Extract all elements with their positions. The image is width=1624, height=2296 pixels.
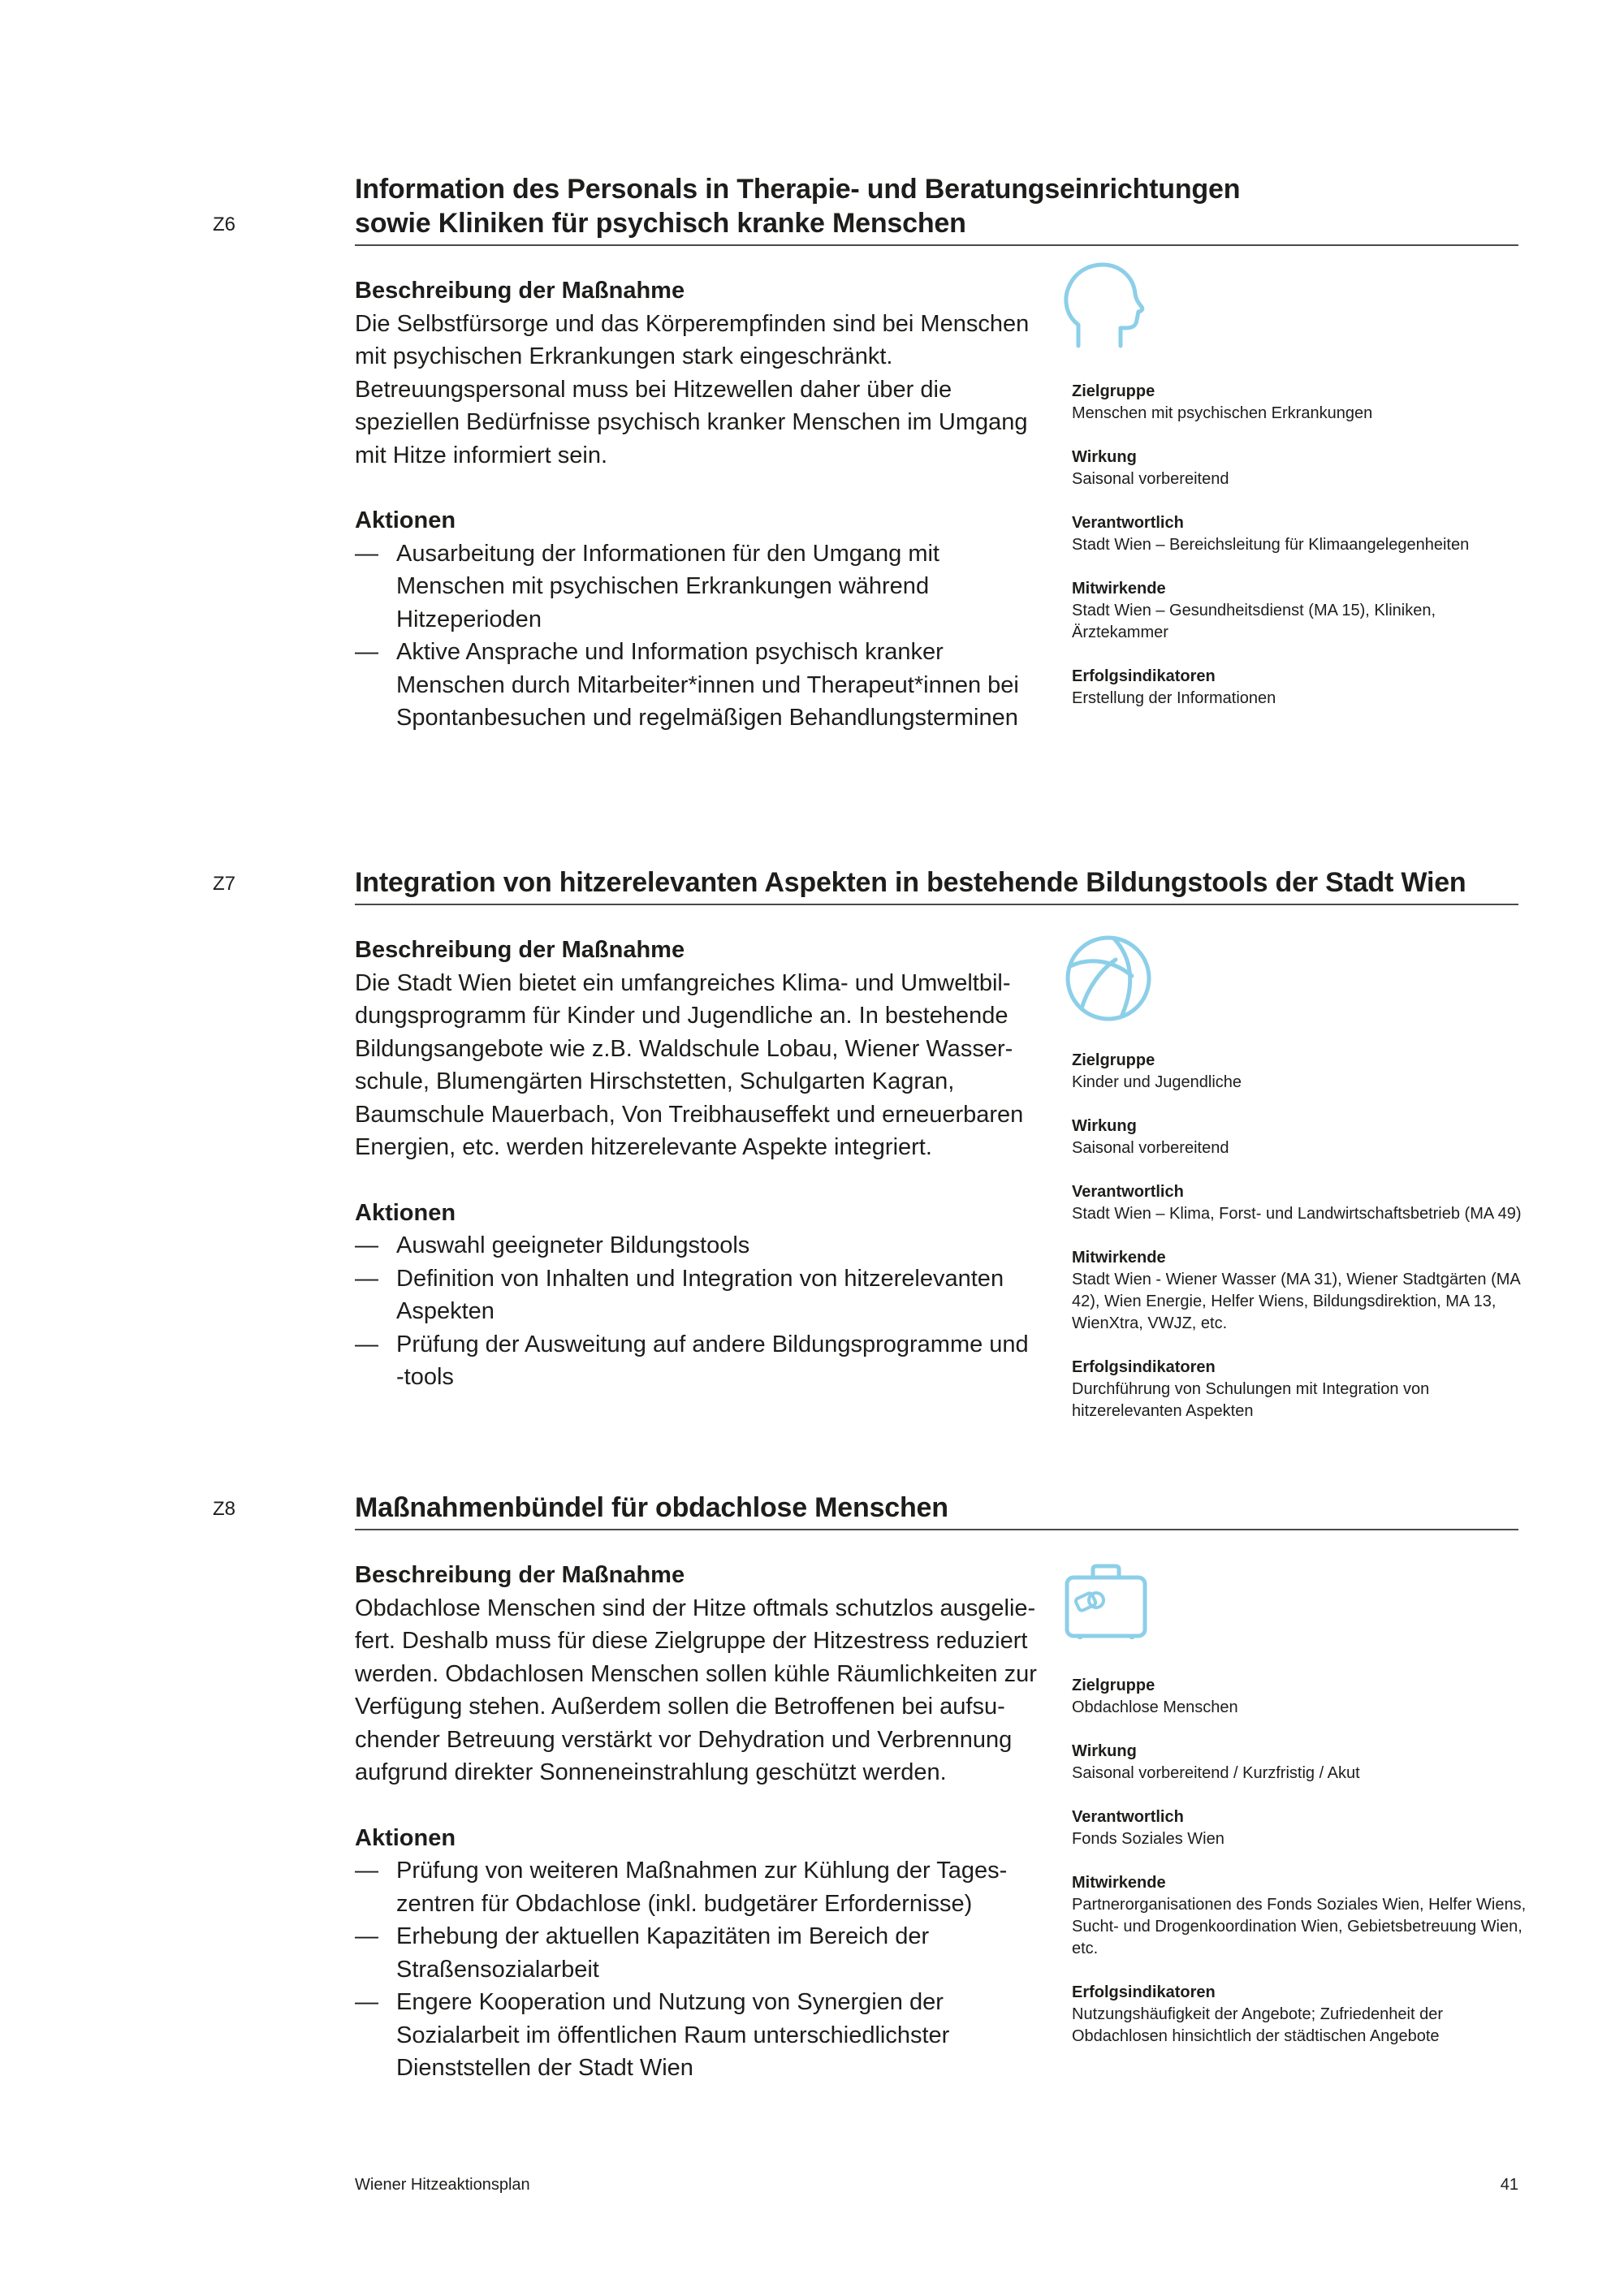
meta-label: Verantwortlich (1072, 1183, 1184, 1201)
dash-marker: — (355, 1923, 378, 1949)
meta-value: Durchführung von Schulungen mit Integration von hitzerelevanten Aspekten (1072, 1380, 1430, 1420)
dash-marker: — (355, 1989, 378, 2015)
meta-label: Zielgruppe (1072, 1051, 1155, 1069)
measure-title-line: Integration von hitzerelevanten Aspekten in bestehende Bildungstools der Stadt Wien (355, 867, 1466, 898)
meta-value: Nutzungshäufigkeit der Angebote; Zufriedenheit der Obdachlosen hinsichtlich der städtischen Angebote (1072, 2005, 1443, 2045)
meta-value: Saisonal vorbereitend (1072, 1139, 1229, 1157)
meta-label: Wirkung (1072, 1742, 1137, 1760)
meta-item (1072, 1357, 1527, 1422)
meta-item (1072, 1181, 1527, 1225)
meta-label: Zielgruppe (1072, 1677, 1155, 1694)
meta-value: Saisonal vorbereitend (1072, 470, 1229, 488)
meta-value: Stadt Wien – Gesundheitsdienst (MA 15), Kliniken, Ärztekammer (1072, 602, 1436, 641)
measure-code: Z6 (213, 214, 236, 235)
meta-item (1072, 1116, 1527, 1159)
head-icon (1064, 261, 1145, 351)
action-item: — Prüfung von weiteren Maßnahmen zur Kühlung der Tageszentren für Obdachlose (inkl. budgetärer Erfordernisse) (355, 1854, 1037, 1920)
meta-label: Zielgruppe (1072, 382, 1155, 400)
meta-label: Erfolgsindikatoren (1072, 667, 1216, 685)
meta-item (1072, 1982, 1527, 2048)
meta-label: Verantwortlich (1072, 514, 1184, 532)
measure-meta (1072, 381, 1527, 732)
measure-title-line: Maßnahmenbündel für obdachlose Menschen (355, 1492, 948, 1523)
description-heading: Beschreibung der Maßnahme (355, 278, 685, 304)
meta-label: Verantwortlich (1072, 1808, 1184, 1826)
meta-value: Stadt Wien – Klima, Forst- und Landwirtschaftsbetrieb (MA 49) (1072, 1205, 1522, 1223)
dash-marker: — (355, 1331, 378, 1357)
page-number: 41 (1500, 2176, 1518, 2194)
meta-label: Erfolgsindikatoren (1072, 1358, 1216, 1376)
actions-heading: Aktionen (355, 507, 456, 533)
action-item: — Erhebung der aktuellen Kapazitäten im Bereich der Straßensozialarbeit (355, 1920, 1037, 1986)
measure-title-line: sowie Kliniken für psychisch kranke Menschen (355, 208, 966, 239)
meta-item (1072, 381, 1527, 425)
actions-list (355, 537, 1037, 735)
action-item: — Engere Kooperation und Nutzung von Synergien der Sozialarbeit im öffentlichen Raum unterschiedlichster Dienststellen der Stadt Wien (355, 1986, 1037, 2085)
meta-item (1072, 1050, 1527, 1094)
footer-document-title: Wiener Hitzeaktionsplan (355, 2176, 530, 2194)
meta-label: Mitwirkende (1072, 580, 1166, 598)
dash-marker: — (355, 1232, 378, 1258)
beach-ball-icon (1064, 934, 1153, 1023)
meta-item (1072, 512, 1527, 556)
measure-title (355, 172, 1240, 240)
meta-item (1072, 1675, 1527, 1719)
measure-title (355, 865, 1466, 900)
meta-value: Partnerorganisationen des Fonds Soziales Wien, Helfer Wiens, Sucht- und Drogenkoordination Wien, Gebietsbetreuung Wien, etc. (1072, 1896, 1527, 1957)
description-heading: Beschreibung der Maßnahme (355, 1562, 685, 1588)
measure-meta (1072, 1050, 1527, 1444)
measure-code: Z8 (213, 1498, 236, 1520)
measure-body (355, 1559, 1037, 2085)
meta-item (1072, 578, 1527, 644)
meta-label: Wirkung (1072, 1117, 1137, 1135)
meta-label: Erfolgsindikatoren (1072, 1983, 1216, 2001)
meta-label: Wirkung (1072, 448, 1137, 466)
measure-body (355, 274, 1037, 735)
description-text: Obdachlose Menschen sind der Hitze oftmals schutzlos ausgeliefert. Deshalb muss für diese Zielgruppe der Hitzestress reduziert werden. Obdachlosen Menschen sollen kühle Räumlichkeiten zur Verfügung stehen. Außerdem sollen die Betroffenen bei aufsuchender Betreuung verstärkt vor Dehydration und Verbrennung aufgrund direkter Sonneneinstrahlung geschützt werden. (355, 1595, 1037, 1785)
action-item: — Aktive Ansprache und Information psychisch kranker Menschen durch Mitarbeiter*innen und Therapeut*innen bei Spontanbesuchen und regelmäßigen Behandlungsterminen (355, 636, 1037, 735)
suitcase-icon (1064, 1563, 1148, 1641)
actions-list (355, 1854, 1037, 2085)
measure-title (355, 1491, 948, 1525)
meta-label: Mitwirkende (1072, 1874, 1166, 1892)
measure-meta (1072, 1675, 1527, 2069)
meta-value: Saisonal vorbereitend / Kurzfristig / Akut (1072, 1764, 1360, 1782)
meta-value: Fonds Soziales Wien (1072, 1830, 1224, 1848)
dash-marker: — (355, 1265, 378, 1292)
meta-item (1072, 666, 1527, 710)
dash-marker: — (355, 1858, 378, 1884)
measure-code: Z7 (213, 873, 236, 895)
section-divider (355, 904, 1518, 905)
meta-value: Stadt Wien – Bereichsleitung für Klimaangelegenheiten (1072, 536, 1470, 554)
actions-heading: Aktionen (355, 1199, 456, 1226)
meta-value: Stadt Wien - Wiener Wasser (MA 31), Wiener Stadtgärten (MA 42), Wien Energie, Helfer Wiens, Bildungsdirektion, MA 13, WienXtra, VWJZ, etc. (1072, 1271, 1520, 1332)
section-divider (355, 1529, 1518, 1530)
meta-value: Kinder und Jugendliche (1072, 1073, 1242, 1091)
description-heading: Beschreibung der Maßnahme (355, 937, 685, 963)
meta-value: Menschen mit psychischen Erkrankungen (1072, 404, 1373, 422)
description-text: Die Selbstfürsorge und das Körperempfinden sind bei Menschen mit psychischen Erkrankungen stark eingeschränkt. Betreuungspersonal muss bei Hitzewellen daher über die speziellen Bedürfnisse psychisch kranker Menschen im Umgang mit Hitze informiert sein. (355, 310, 1030, 468)
action-item: — Auswahl geeigneter Bildungstools (355, 1229, 1037, 1262)
action-item: — Definition von Inhalten und Integration von hitzerelevanten Aspekten (355, 1262, 1037, 1328)
dash-marker: — (355, 540, 378, 567)
actions-heading: Aktionen (355, 1824, 456, 1851)
meta-item (1072, 1741, 1527, 1785)
section-divider (355, 244, 1518, 246)
actions-list (355, 1229, 1037, 1394)
meta-value: Erstellung der Informationen (1072, 689, 1276, 707)
meta-item (1072, 1247, 1527, 1335)
dash-marker: — (355, 639, 378, 665)
action-item: — Prüfung der Ausweitung auf andere Bildungsprogramme und -tools (355, 1328, 1037, 1394)
meta-label: Mitwirkende (1072, 1249, 1166, 1267)
action-item: — Ausarbeitung der Informationen für den Umgang mit Menschen mit psychischen Erkrankungen während Hitzeperioden (355, 537, 1037, 637)
meta-item (1072, 1872, 1527, 1960)
measure-title-line: Information des Personals in Therapie- und Beratungseinrichtungen (355, 174, 1241, 205)
measure-body (355, 934, 1037, 1394)
description-text: Die Stadt Wien bietet ein umfangreiches Klima- und Umweltbildungsprogramm für Kinder und Jugendliche an. In bestehende Bildungsangebote wie z.B. Waldschule Lobau, Wiener Wasserschule, Blumengärten Hirschstetten, Schulgarten Kagran, Baumschule Mauerbach, Von Treibhauseffekt und erneuerbaren Energien, etc. werden hitzerelevante Aspekte integriert. (355, 969, 1024, 1160)
meta-item (1072, 1806, 1527, 1850)
meta-item (1072, 447, 1527, 490)
meta-value: Obdachlose Menschen (1072, 1698, 1238, 1716)
